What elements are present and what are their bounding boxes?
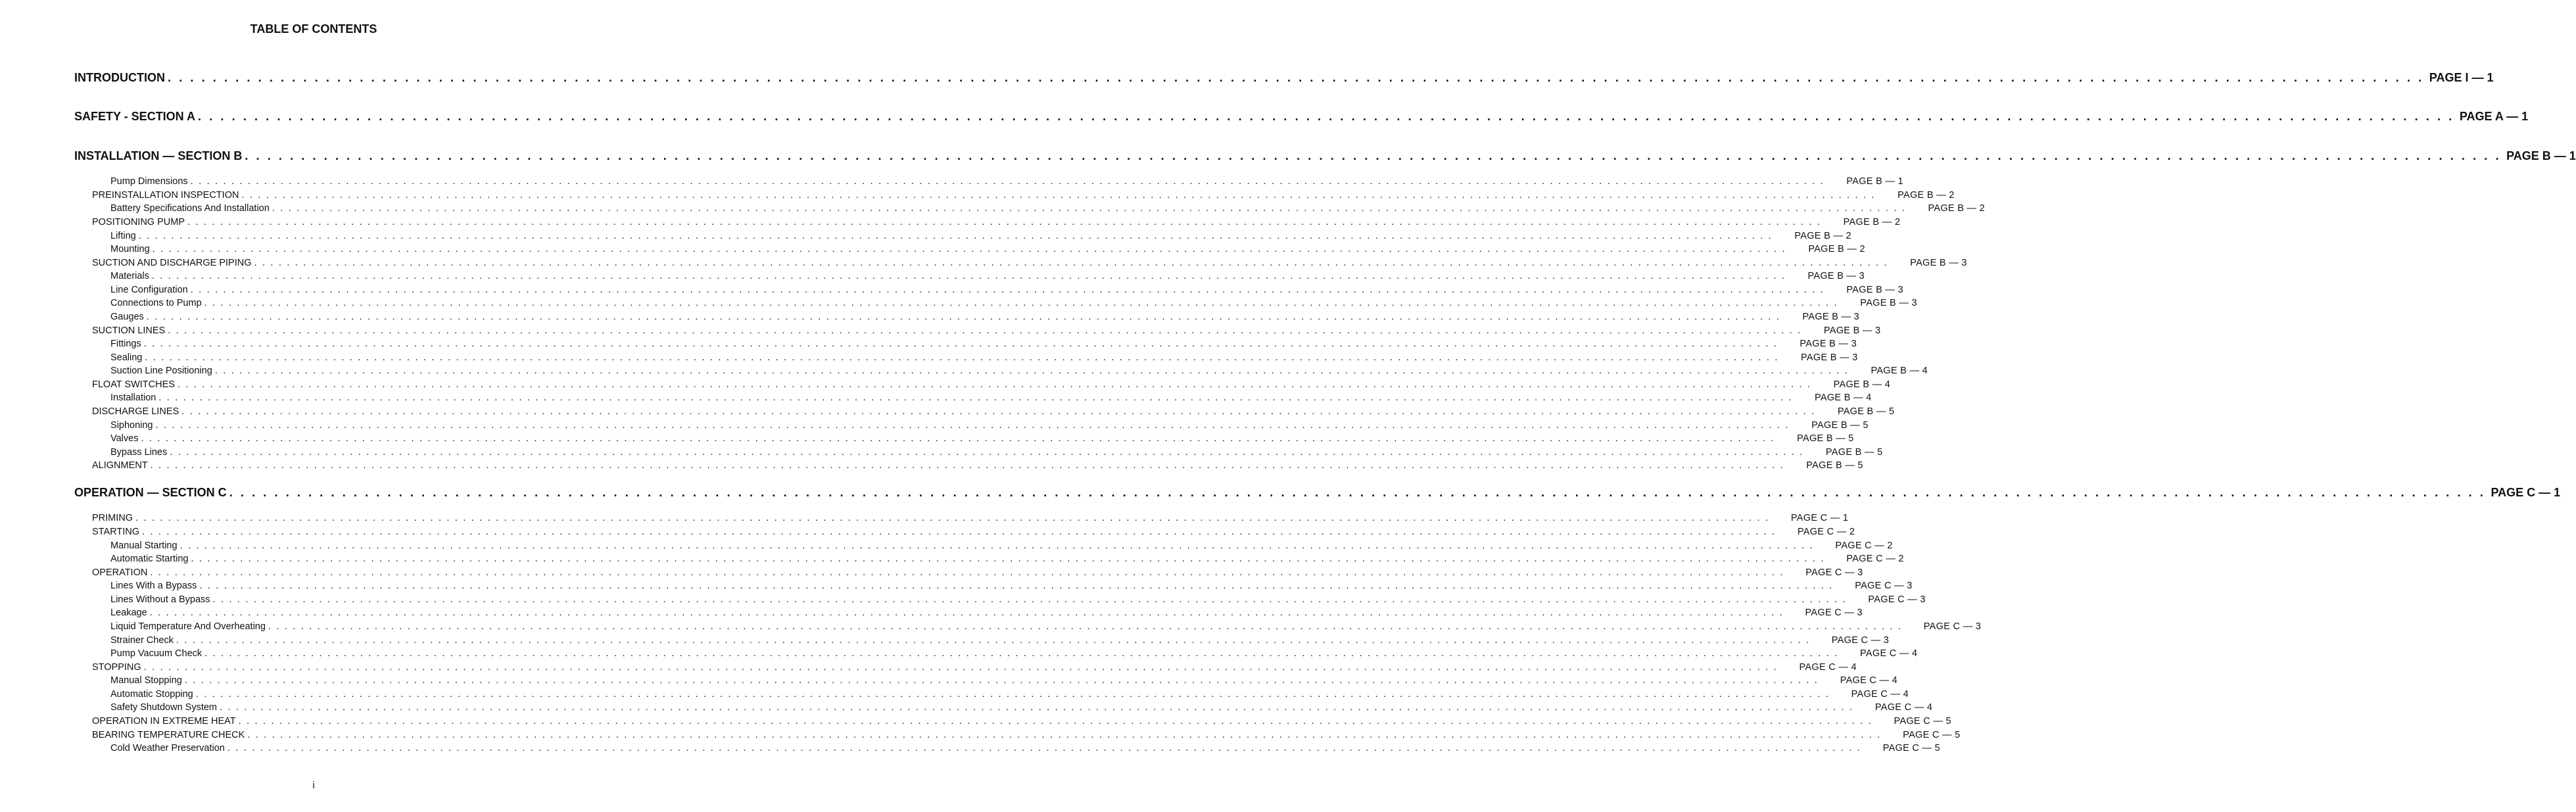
- dot-leader: . . . . . . . . . . . . . . . . . . . . . . . . . . . . . . . . . . . . . . . . . . . . . . . . . . . . . . . . . . . . . . . . . . . . . . . . . . . . . . . . . . . . . . . . . . . . . . . . . . . . . . . . . . . . . . . . . . . . . . . . . . . . . . . . . . . . . . . . . . . . . . . . . . . . . . . . . . . . . . . . . . . . . . . . . . . . . . . . . . . . . . . . . . . . . . . . . . . . . . . .: [143, 662, 1778, 673]
- dot-leader: . . . . . . . . . . . . . . . . . . . . . . . . . . . . . . . . . . . . . . . . . . . . . . . . . . . . . . . . . . . . . . . . . . . . . . . . . . . . . . . . . . . . . . . . . . . . . . . . . . . . . . . . . . . . . . . . . . . . . . . . . . . . . . . . . . . . . . . . . . . . . . . . . . . . . . . . . . . . . . . . . . . . . . . . . . . . . . . . . . . . . . . . . . . . . . . . . . . . . . . .: [170, 447, 1804, 458]
- toc-entry: [110, 433, 1854, 446]
- toc-entry-page: PAGE C — 2: [1797, 527, 1855, 537]
- toc-entry-label: Pump Vacuum Check: [110, 648, 203, 659]
- toc-entry: [110, 635, 1890, 648]
- toc-section-entry: [74, 110, 2529, 123]
- page-title: TABLE OF CONTENTS: [250, 22, 377, 36]
- dot-leader: . . . . . . . . . . . . . . . . . . . . . . . . . . . . . . . . . . . . . . . . . . . . . . . . . . . . . . . . . . . . . . . . . . . . . . . . . . . . . . . . . . . . . . . . . . . . . . . . . . . . . . . . . . . . . . . . . . . . . . . . . . . . . . . . . . . . . . . . . . . . . . . . . . . . . . . . . . . . . . . . . . . . . . . . . . . . . . . . . . . . . . . . . . . . . . . . . . . . . . . .: [135, 513, 1770, 523]
- dot-leader: . . . . . . . . . . . . . . . . . . . . . . . . . . . . . . . . . . . . . . . . . . . . . . . . . . . . . . . . . . . . . . . . . . . . . . . . . . . . . . . . . . . . . . . . . . . . . . . . . . . . . . . . . . . . . . . . . . . . . . . . . . . . . . . . . . . . . . . . . . . . . . . . . . . . . . . . . . . . . . . . . . . . . . . . . . . . . . . . . . . . . . . . . . . . . . . . . . . . . . . .: [138, 231, 1773, 241]
- dot-leader: . . . . . . . . . . . . . . . . . . . . . . . . . . . . . . . . . . . . . . . . . . . . . . . . . . . . . . . . . . . . . . . . . . . . . . . . . . . . . . . . . . . . . . . . . . . . . . . . . . . . . . . . . . . . . . . . . . . . . . . . . . . . . . . . . . . . . . . . . . . . . . . . . . . . . . . . . . . . . . . . . . . . . . . . . . . . . . . . . . . . . . . . . . . . . . . . . . . . . . . .: [195, 689, 1830, 700]
- toc-entry-page: PAGE C — 5: [1903, 730, 1961, 740]
- dot-leader: . . . . . . . . . . . . . . . . . . . . . . . . . . . . . . . . . . . . . . . . . . . . . . . . . . . . . . . . . . . . . . . . . . . . . . . . . . . . . . . . . . . . . . . . . . . . . . . . . . . . . . . . . . . . . . . . . . . . . . . . . . . . . . . . . . . . . . . . . . . . . . . . . . . . . . . . . . . . . . . . . . . . . . . . . . . . . . . . . . . . . . . . . . . . . . . . . . . . . . . .: [247, 730, 1882, 740]
- toc-entry: [110, 366, 1928, 379]
- toc-entry-page: PAGE C — 3: [1868, 594, 1926, 605]
- toc-entry: [110, 231, 1851, 244]
- toc-entry: [110, 393, 1872, 406]
- toc-entry: [110, 621, 1982, 634]
- toc-entry-label: Line Configuration: [110, 285, 188, 295]
- toc-entry: [110, 244, 1865, 257]
- toc-entry-page: PAGE C — 4: [1840, 675, 1898, 686]
- toc-entry-page: PAGE C — 2: [1835, 540, 1893, 551]
- toc-entry-label: DISCHARGE LINES: [92, 406, 179, 417]
- toc-entry: [110, 648, 1918, 661]
- toc-entry-page: PAGE C — 3: [1923, 621, 1982, 632]
- toc-entry-label: Siphoning: [110, 420, 153, 431]
- toc-entry-label: Gauges: [110, 312, 144, 322]
- dot-leader: . . . . . . . . . . . . . . . . . . . . . . . . . . . . . . . . . . . . . . . . . . . . . . . . . . . . . . . . . . . . . . . . . . . . . . . . . . . . . . . . . . . . . . . . . . . . . . . . . . . . . . . . . . . . . . . . . . . . . . . . . . . . . . . . . . . . . . . . . . . . . . . . . . . . . . . . . . . . . . . . . . . . . . . . . . . . . . . . . . . . . . . . . . . . . . . . . . . . . . . .: [238, 716, 1872, 727]
- toc-entry-page: PAGE B — 1: [2506, 149, 2576, 162]
- toc-entry-page: PAGE B — 2: [1794, 231, 1851, 241]
- toc-entry: [110, 689, 1909, 702]
- toc-entry: [92, 513, 1849, 526]
- toc-entry: [92, 730, 1961, 743]
- toc-entry-page: PAGE C — 3: [1805, 567, 1863, 578]
- dot-leader: . . . . . . . . . . . . . . . . . . . . . . . . . . . . . . . . . . . . . . . . . . . . . . . . . . . . . . . . . . . . . . . . . . . . . . . . . . . . . . . . . . . . . . . . . . . . . . . . . . . . . . . . . . . . . . . . . . . . . . . . . . . . . . . . . . . . . . . . . . . . . . . . . . . . . . . . . . . . . . . . . . . . . . . . . . . . . . . . . . . . . . . . . . . . . . . . . . . . . . . .: [155, 420, 1790, 431]
- toc-entry-label: Strainer Check: [110, 635, 174, 646]
- toc-entry-label: Automatic Starting: [110, 554, 189, 564]
- dot-leader: . . . . . . . . . . . . . . . . . . . . . . . . . . . . . . . . . . . . . . . . . . . . . . . . . . . . . . . . . . . . . . . . . . . . . . . . . . . . . . . . . . . . . . . . . . . . . . . . . . . . . . . . . . . . . . . . . . . . . . . . . . . . . . . . . . . . . . . . . . . . . . . . . . . . . . . . . . . . . . . . . . . . . . . . . . . . . . . . . . . . . . . . . . . . . . . . . . . . . . . .: [179, 540, 1814, 551]
- toc-entry-page: PAGE C — 3: [1831, 635, 1890, 646]
- toc-entry-label: Battery Specifications And Installation: [110, 203, 270, 214]
- toc-entry-page: PAGE B — 3: [1801, 352, 1858, 363]
- toc-section-entry: [74, 71, 2494, 84]
- toc-entry-page: PAGE B — 4: [1833, 379, 1891, 390]
- toc-entry-label: INSTALLATION — SECTION B: [74, 149, 243, 162]
- toc-entry: [92, 716, 1951, 729]
- dot-leader: . . . . . . . . . . . . . . . . . . . . . . . . . . . . . . . . . . . . . . . . . . . . . . . . . . . . . . . . . . . . . . . . . . . . . . . . . . . . . . . . . . . . . . . . . . . . . . . . . . . . . . . . . . . . . . . . . . . . . . . . . . . . . . . . . . . . . . . . . . . . . . . . . . . . . . . . . . . . . . . . . . . . . . . . . . . . . . . . . . . . . . . . . . . . . . . . . . . . . . . .: [199, 581, 1834, 591]
- dot-leader: . . . . . . . . . . . . . . . . . . . . . . . . . . . . . . . . . . . . . . . . . . . . . . . . . . . . . . . . . . . . . . . . . . . . . . . . . . . . . . . . . . . . . . . . . . . . . . . . . . . . . . . . . . . . . . . . . . . . . . . . . . . . . . . . . . . . . . . . . . . . . . . . . . . . . . . . . . . . . . . . . . . . . . . . . . . . . . . . . . . . . . . . . . . . . . . . . . . . . . . .: [168, 325, 1802, 336]
- dot-leader: . . . . . . . . . . . . . . . . . . . . . . . . . . . . . . . . . . . . . . . . . . . . . . . . . . . . . . . . . . . . . . . . . . . . . . . . . . . . . . . . . . . . . . . . . . . . . . . . . . . . . . . . . . . . . . . . . . . . . . . . . . . . . . . . . . . . . . . . . . . . . . . . . . . . . . . . . . . . . . . . . . . . . . . . . . . . . . . . . . . . . . . . . . . . . . . . . . . . . . . .: [204, 648, 1839, 659]
- toc-entry: [92, 325, 1881, 339]
- toc-entry-page: PAGE I — 1: [2429, 71, 2494, 84]
- toc-entry-label: OPERATION — SECTION C: [74, 486, 227, 499]
- toc-entry-label: INTRODUCTION: [74, 71, 165, 84]
- dot-leader: . . . . . . . . . . . . . . . . . . . . . . . . . . . . . . . . . . . . . . . . . . . . . . . . . . . . . . . . . . . . . . . . . . . . . . . . . . . . . . . . . . . . . . . . . . . . . . . . . . . . . . . . . . . . . . . . . . . . . . . . . . . . . . . . . . . . . . . . . . . . . . . . . . . . . . . . . . . . . . . . . . . . . . . . . . . . . . . . . . . . . . . . . . . . . . . . . . . . . . . .: [146, 312, 1780, 322]
- toc-entry-label: Installation: [110, 393, 156, 403]
- toc-entry-label: Cold Weather Preservation: [110, 743, 225, 753]
- toc-entry-page: PAGE B — 2: [1808, 244, 1865, 254]
- toc-entry-label: Materials: [110, 271, 149, 281]
- dot-leader: . . . . . . . . . . . . . . . . . . . . . . . . . . . . . . . . . . . . . . . . . . . . . . . . . . . . . . . . . . . . . . . . . . . . . . . . . . . . . . . . . . . . . . . . . . . . . . . . . . . . . . . . . . . . . . . . . . . . . . . . . . . . . . . . . . . . . . . . . . . . . . . . . . . . . . . . . . . . . . . . . . . . . . . . . . . . . . . . . . . . . . . . . . . . . . . . . . . . . . . .: [150, 567, 1784, 578]
- toc-entry-page: PAGE C — 5: [1882, 743, 1941, 753]
- toc-entry: [110, 702, 1933, 715]
- dot-leader: . . . . . . . . . . . . . . . . . . . . . . . . . . . . . . . . . . . . . . . . . . . . . . . . . . . . . . . . . . . . . . . . . . . . . . . . . . . . . . . . . . . . . . . . . . . . . . . . . . . . . . . . . . . . . . . . . . . . . . . . . . . . . . . . . . . . . . . . . . . . . . . . . . . . . . . . . . . . . . . . . . . . . . . . . . . . . . . . . . . . . . . . . . . . . . . . . . . . . . . .: [152, 244, 1786, 254]
- toc-entry-label: PREINSTALLATION INSPECTION: [92, 190, 239, 201]
- dot-leader: . . . . . . . . . . . . . . . . . . . . . . . . . . . . . . . . . . . . . . . . . . . . . . . . . . . . . . . . . . . . . . . . . . . . . . . . . . . . . . . . . . . . . . . . . . . . . . . . . . . . . . . . . . . . . . . . . . . . . . . . . . . . . . . . . . . . . . . . . . . . . . . . . . . . . . . . . . . . . . . . . . . . . . . . . . . . . . . . . . . . . . . . . . . . . . . . . . . . . . . .: [181, 406, 1816, 417]
- dot-leader: . . . . . . . . . . . . . . . . . . . . . . . . . . . . . . . . . . . . . . . . . . . . . . . . . . . . . . . . . . . . . . . . . . . . . . . . . . . . . . . . . . . . . . . . . . . . . . . . . . . . . . . . . . . . . . . . . . . . . . . . . . . . . . . . . . . . . . . . . . . . . . . . . . . . . . . . . . . . . . . . . . . . . . . . . . . . . . . . . . . . . . . . . . . . . . . . . . . . . . . .: [245, 149, 2502, 162]
- toc-entry: [92, 190, 1955, 203]
- toc-entry-label: Lifting: [110, 231, 136, 241]
- toc-entry: [110, 675, 1898, 688]
- toc-entry: [92, 258, 1967, 271]
- dot-leader: . . . . . . . . . . . . . . . . . . . . . . . . . . . . . . . . . . . . . . . . . . . . . . . . . . . . . . . . . . . . . . . . . . . . . . . . . . . . . . . . . . . . . . . . . . . . . . . . . . . . . . . . . . . . . . . . . . . . . . . . . . . . . . . . . . . . . . . . . . . . . . . . . . . . . . . . . . . . . . . . . . . . . . . . . . . . . . . . . . . . . . . . . . . . . . . . . . . . . . . .: [272, 203, 1907, 214]
- toc-entry-label: SUCTION AND DISCHARGE PIPING: [92, 258, 252, 268]
- toc-entry-label: Pump Dimensions: [110, 176, 188, 187]
- toc-entry-label: Safety Shutdown System: [110, 702, 217, 713]
- toc-entry-page: PAGE C — 4: [1799, 662, 1857, 673]
- dot-leader: . . . . . . . . . . . . . . . . . . . . . . . . . . . . . . . . . . . . . . . . . . . . . . . . . . . . . . . . . . . . . . . . . . . . . . . . . . . . . . . . . . . . . . . . . . . . . . . . . . . . . . . . . . . . . . . . . . . . . . . . . . . . . . . . . . . . . . . . . . . . . . . . . . . . . . . . . . . . . . . . . . . . . . . . . . . . . . . . . . . . . . . . . . . . . . . . . . . . . . . .: [190, 176, 1825, 187]
- toc-entry: [110, 554, 1904, 567]
- toc-entry-page: PAGE C — 1: [2491, 486, 2561, 499]
- toc-entry-label: Liquid Temperature And Overheating: [110, 621, 266, 632]
- toc-entry: [110, 285, 1903, 298]
- toc-entry: [110, 743, 1941, 756]
- page-number: i: [312, 780, 315, 791]
- dot-leader: . . . . . . . . . . . . . . . . . . . . . . . . . . . . . . . . . . . . . . . . . . . . . . . . . . . . . . . . . . . . . . . . . . . . . . . . . . . . . . . . . . . . . . . . . . . . . . . . . . . . . . . . . . . . . . . . . . . . . . . . . . . . . . . . . . . . . . . . . . . . . . . . . . . . . . . . . . . . . . . . . . . . . . . . . . . . . . . . . . . . . . . . . . . . . . . . . . . . . . . .: [198, 110, 2454, 123]
- toc-entry-label: Sealing: [110, 352, 143, 363]
- toc-entry-label: Valves: [110, 433, 139, 444]
- dot-leader: . . . . . . . . . . . . . . . . . . . . . . . . . . . . . . . . . . . . . . . . . . . . . . . . . . . . . . . . . . . . . . . . . . . . . . . . . . . . . . . . . . . . . . . . . . . . . . . . . . . . . . . . . . . . . . . . . . . . . . . . . . . . . . . . . . . . . . . . . . . . . . . . . . . . . . . . . . . . . . . . . . . . . . . . . . . . . . . . . . . . . . . . . . . . . . . . . . . . . . . .: [220, 702, 1854, 713]
- toc-entry-label: SAFETY - SECTION A: [74, 110, 196, 123]
- dot-leader: . . . . . . . . . . . . . . . . . . . . . . . . . . . . . . . . . . . . . . . . . . . . . . . . . . . . . . . . . . . . . . . . . . . . . . . . . . . . . . . . . . . . . . . . . . . . . . . . . . . . . . . . . . . . . . . . . . . . . . . . . . . . . . . . . . . . . . . . . . . . . . . . . . . . . . . . . . . . . . . . . . . . . . . . . . . . . . . . . . . . . . . . . . . . . . . . . . . . . . . .: [143, 339, 1778, 349]
- dot-leader: . . . . . . . . . . . . . . . . . . . . . . . . . . . . . . . . . . . . . . . . . . . . . . . . . . . . . . . . . . . . . . . . . . . . . . . . . . . . . . . . . . . . . . . . . . . . . . . . . . . . . . . . . . . . . . . . . . . . . . . . . . . . . . . . . . . . . . . . . . . . . . . . . . . . . . . . . . . . . . . . . . . . . . . . . . . . . . . . . . . . . . . . . . . . . . . . . . . . . . . .: [151, 271, 1786, 281]
- dot-leader: . . . . . . . . . . . . . . . . . . . . . . . . . . . . . . . . . . . . . . . . . . . . . . . . . . . . . . . . . . . . . . . . . . . . . . . . . . . . . . . . . . . . . . . . . . . . . . . . . . . . . . . . . . . . . . . . . . . . . . . . . . . . . . . . . . . . . . . . . . . . . . . . . . . . . . . . . . . . . . . . . . . . . . . . . . . . . . . . . . . . . . . . . . . . . . . . . . . . . . . .: [145, 352, 1779, 363]
- toc-entry-page: PAGE B — 5: [1811, 420, 1869, 431]
- toc-entry-label: Automatic Stopping: [110, 689, 193, 700]
- toc-entry-label: SUCTION LINES: [92, 325, 166, 336]
- toc-entry: [110, 352, 1858, 366]
- toc-entry-label: Mounting: [110, 244, 150, 254]
- dot-leader: . . . . . . . . . . . . . . . . . . . . . . . . . . . . . . . . . . . . . . . . . . . . . . . . . . . . . . . . . . . . . . . . . . . . . . . . . . . . . . . . . . . . . . . . . . . . . . . . . . . . . . . . . . . . . . . . . . . . . . . . . . . . . . . . . . . . . . . . . . . . . . . . . . . . . . . . . . . . . . . . . . . . . . . . . . . . . . . . . . . . . . . . . . . . . . . . . . . . . . . .: [268, 621, 1903, 632]
- dot-leader: . . . . . . . . . . . . . . . . . . . . . . . . . . . . . . . . . . . . . . . . . . . . . . . . . . . . . . . . . . . . . . . . . . . . . . . . . . . . . . . . . . . . . . . . . . . . . . . . . . . . . . . . . . . . . . . . . . . . . . . . . . . . . . . . . . . . . . . . . . . . . . . . . . . . . . . . . . . . . . . . . . . . . . . . . . . . . . . . . . . . . . . . . . . . . . . . . . . . . . . .: [158, 393, 1793, 403]
- toc-entry-label: Manual Stopping: [110, 675, 182, 686]
- toc-entry-page: PAGE B — 5: [1825, 447, 1883, 458]
- toc-entry-label: BEARING TEMPERATURE CHECK: [92, 730, 245, 740]
- toc-entry-label: Suction Line Positioning: [110, 366, 212, 376]
- toc-entry-page: PAGE C — 3: [1805, 608, 1863, 618]
- toc-entry-label: OPERATION IN EXTREME HEAT: [92, 716, 236, 727]
- toc-entry-page: PAGE B — 2: [1843, 217, 1901, 227]
- toc-entry-page: PAGE C — 4: [1851, 689, 1909, 700]
- toc-entry-label: ALIGNMENT: [92, 460, 148, 471]
- toc-entry-page: PAGE B — 3: [1910, 258, 1967, 268]
- dot-leader: . . . . . . . . . . . . . . . . . . . . . . . . . . . . . . . . . . . . . . . . . . . . . . . . . . . . . . . . . . . . . . . . . . . . . . . . . . . . . . . . . . . . . . . . . . . . . . . . . . . . . . . . . . . . . . . . . . . . . . . . . . . . . . . . . . . . . . . . . . . . . . . . . . . . . . . . . . . . . . . . . . . . . . . . . . . . . . . . . . . . . . . . . . . . . . . . . . . . . . . .: [204, 298, 1838, 308]
- toc-entry-page: PAGE B — 2: [1897, 190, 1955, 201]
- dot-leader: . . . . . . . . . . . . . . . . . . . . . . . . . . . . . . . . . . . . . . . . . . . . . . . . . . . . . . . . . . . . . . . . . . . . . . . . . . . . . . . . . . . . . . . . . . . . . . . . . . . . . . . . . . . . . . . . . . . . . . . . . . . . . . . . . . . . . . . . . . . . . . . . . . . . . . . . . . . . . . . . . . . . . . . . . . . . . . . . . . . . . . . . . . . . . . . . . . . . . . . .: [150, 460, 1784, 471]
- dot-leader: . . . . . . . . . . . . . . . . . . . . . . . . . . . . . . . . . . . . . . . . . . . . . . . . . . . . . . . . . . . . . . . . . . . . . . . . . . . . . . . . . . . . . . . . . . . . . . . . . . . . . . . . . . . . . . . . . . . . . . . . . . . . . . . . . . . . . . . . . . . . . . . . . . . . . . . . . . . . . . . . . . . . . . . . . . . . . . . . . . . . . . . . . . . . . . . . . . . . . . . .: [177, 379, 1812, 390]
- toc-entry: [92, 527, 1855, 540]
- toc-entry-page: PAGE C — 4: [1874, 702, 1933, 713]
- toc-entry-label: FLOAT SWITCHES: [92, 379, 175, 390]
- dot-leader: . . . . . . . . . . . . . . . . . . . . . . . . . . . . . . . . . . . . . . . . . . . . . . . . . . . . . . . . . . . . . . . . . . . . . . . . . . . . . . . . . . . . . . . . . . . . . . . . . . . . . . . . . . . . . . . . . . . . . . . . . . . . . . . . . . . . . . . . . . . . . . . . . . . . . . . . . . . . . . . . . . . . . . . . . . . . . . . . . . . . . . . . . . . . . . . . . . . . . . . .: [191, 554, 1825, 564]
- toc-entry-page: PAGE B — 5: [1837, 406, 1895, 417]
- toc-entry: [110, 581, 1913, 594]
- toc-entry-label: PRIMING: [92, 513, 133, 523]
- toc-entry-page: PAGE B — 3: [1846, 285, 1903, 295]
- toc-entry: [110, 608, 1863, 621]
- toc-entry: [92, 460, 1863, 473]
- toc-entry-page: PAGE B — 4: [1871, 366, 1928, 376]
- toc-entry: [110, 176, 1903, 189]
- toc-entry-label: Fittings: [110, 339, 141, 349]
- toc-entry-label: Manual Starting: [110, 540, 178, 551]
- toc-entry-label: STOPPING: [92, 662, 141, 673]
- toc-entry-page: PAGE B — 3: [1807, 271, 1865, 281]
- toc-section-entry: [74, 486, 2561, 499]
- toc-entry-page: PAGE C — 5: [1894, 716, 1951, 727]
- toc-entry-page: PAGE B — 5: [1797, 433, 1854, 444]
- toc-entry-label: Leakage: [110, 608, 147, 618]
- toc-entry-page: PAGE B — 3: [1860, 298, 1917, 308]
- toc-entry-page: PAGE C — 2: [1846, 554, 1904, 564]
- dot-leader: . . . . . . . . . . . . . . . . . . . . . . . . . . . . . . . . . . . . . . . . . . . . . . . . . . . . . . . . . . . . . . . . . . . . . . . . . . . . . . . . . . . . . . . . . . . . . . . . . . . . . . . . . . . . . . . . . . . . . . . . . . . . . . . . . . . . . . . . . . . . . . . . . . . . . . . . . . . . . . . . . . . . . . . . . . . . . . . . . . . . . . . . . . . . . . . . . . . . . . . .: [184, 675, 1819, 686]
- toc-entry-page: PAGE B — 3: [1802, 312, 1859, 322]
- toc-entry-page: PAGE C — 1: [1790, 513, 1849, 523]
- dot-leader: . . . . . . . . . . . . . . . . . . . . . . . . . . . . . . . . . . . . . . . . . . . . . . . . . . . . . . . . . . . . . . . . . . . . . . . . . . . . . . . . . . . . . . . . . . . . . . . . . . . . . . . . . . . . . . . . . . . . . . . . . . . . . . . . . . . . . . . . . . . . . . . . . . . . . . . . . . . . . . . . . . . . . . . . . . . . . . . . . . . . . . . . . . . . . . . . . . . . . . . .: [149, 608, 1784, 618]
- toc-entry-page: PAGE B — 1: [1846, 176, 1903, 187]
- toc-entry-label: OPERATION: [92, 567, 148, 578]
- dot-leader: . . . . . . . . . . . . . . . . . . . . . . . . . . . . . . . . . . . . . . . . . . . . . . . . . . . . . . . . . . . . . . . . . . . . . . . . . . . . . . . . . . . . . . . . . . . . . . . . . . . . . . . . . . . . . . . . . . . . . . . . . . . . . . . . . . . . . . . . . . . . . . . . . . . . . . . . . . . . . . . . . . . . . . . . . . . . . . . . . . . . . . . . . . . . . . . . . . . . . . . .: [212, 594, 1847, 605]
- toc-entry: [110, 447, 1883, 460]
- toc-entry-page: PAGE B — 3: [1823, 325, 1881, 336]
- toc-entry: [110, 594, 1926, 608]
- toc-section-entry: [74, 149, 2576, 162]
- dot-leader: . . . . . . . . . . . . . . . . . . . . . . . . . . . . . . . . . . . . . . . . . . . . . . . . . . . . . . . . . . . . . . . . . . . . . . . . . . . . . . . . . . . . . . . . . . . . . . . . . . . . . . . . . . . . . . . . . . . . . . . . . . . . . . . . . . . . . . . . . . . . . . . . . . . . . . . . . . . . . . . . . . . . . . . . . . . . . . . . . . . . . . . . . . . . . . . . . . . . . . . .: [141, 527, 1777, 537]
- dot-leader: . . . . . . . . . . . . . . . . . . . . . . . . . . . . . . . . . . . . . . . . . . . . . . . . . . . . . . . . . . . . . . . . . . . . . . . . . . . . . . . . . . . . . . . . . . . . . . . . . . . . . . . . . . . . . . . . . . . . . . . . . . . . . . . . . . . . . . . . . . . . . . . . . . . . . . . . . . . . . . . . . . . . . . . . . . . . . . . . . . . . . . . . . . . . . . . . . . . . . . . .: [214, 366, 1849, 376]
- toc-entry-page: PAGE B — 2: [1928, 203, 1986, 214]
- toc-entry-label: Lines With a Bypass: [110, 581, 197, 591]
- toc-entry: [110, 312, 1859, 325]
- toc-entry: [110, 339, 1857, 352]
- toc-entry: [110, 420, 1869, 433]
- toc-entry-label: POSITIONING PUMP: [92, 217, 185, 227]
- toc-entry-label: Connections to Pump: [110, 298, 202, 308]
- toc-entry: [92, 406, 1895, 419]
- toc-entry: [92, 567, 1863, 581]
- toc-entry-page: PAGE C — 3: [1855, 581, 1913, 591]
- toc-entry-label: Bypass Lines: [110, 447, 168, 458]
- dot-leader: . . . . . . . . . . . . . . . . . . . . . . . . . . . . . . . . . . . . . . . . . . . . . . . . . . . . . . . . . . . . . . . . . . . . . . . . . . . . . . . . . . . . . . . . . . . . . . . . . . . . . . . . . . . . . . . . . . . . . . . . . . . . . . . . . . . . . . . . . . . . . . . . . . . . . . . . . . . . . . . . . . . . . . . . . . . . . . . . . . . . . . . . . . . . . . . . . . . . . . . .: [187, 217, 1822, 227]
- dot-leader: . . . . . . . . . . . . . . . . . . . . . . . . . . . . . . . . . . . . . . . . . . . . . . . . . . . . . . . . . . . . . . . . . . . . . . . . . . . . . . . . . . . . . . . . . . . . . . . . . . . . . . . . . . . . . . . . . . . . . . . . . . . . . . . . . . . . . . . . . . . . . . . . . . . . . . . . . . . . . . . . . . . . . . . . . . . . . . . . . . . . . . . . . . . . . . . . . . . . . . . .: [190, 285, 1825, 295]
- toc-entry: [110, 271, 1865, 284]
- toc-entry: [92, 217, 1901, 230]
- toc-entry-label: STARTING: [92, 527, 139, 537]
- dot-leader: . . . . . . . . . . . . . . . . . . . . . . . . . . . . . . . . . . . . . . . . . . . . . . . . . . . . . . . . . . . . . . . . . . . . . . . . . . . . . . . . . . . . . . . . . . . . . . . . . . . . . . . . . . . . . . . . . . . . . . . . . . . . . . . . . . . . . . . . . . . . . . . . . . . . . . . . . . . . . . . . . . . . . . . . . . . . . . . . . . . . . . . . . . . . . . . . . . . . . . . .: [241, 190, 1876, 201]
- toc-entry-page: PAGE C — 4: [1860, 648, 1918, 659]
- toc-entry-page: PAGE A — 1: [2459, 110, 2529, 123]
- toc-entry: [110, 203, 1986, 216]
- toc-entry: [92, 662, 1857, 675]
- dot-leader: . . . . . . . . . . . . . . . . . . . . . . . . . . . . . . . . . . . . . . . . . . . . . . . . . . . . . . . . . . . . . . . . . . . . . . . . . . . . . . . . . . . . . . . . . . . . . . . . . . . . . . . . . . . . . . . . . . . . . . . . . . . . . . . . . . . . . . . . . . . . . . . . . . . . . . . . . . . . . . . . . . . . . . . . . . . . . . . . . . . . . . . . . . . . . . . . . . . . . . . .: [176, 635, 1811, 646]
- toc-entry-page: PAGE B — 4: [1814, 393, 1872, 403]
- toc-entry: [92, 379, 1891, 393]
- toc-entry: [110, 540, 1893, 554]
- toc-entry-page: PAGE B — 5: [1806, 460, 1863, 471]
- toc-entry-page: PAGE B — 3: [1800, 339, 1857, 349]
- dot-leader: . . . . . . . . . . . . . . . . . . . . . . . . . . . . . . . . . . . . . . . . . . . . . . . . . . . . . . . . . . . . . . . . . . . . . . . . . . . . . . . . . . . . . . . . . . . . . . . . . . . . . . . . . . . . . . . . . . . . . . . . . . . . . . . . . . . . . . . . . . . . . . . . . . . . . . . . . . . . . . . . . . . . . . . . . . . . . . . . . . . . . . . . . . . . . . . . . . . . . . . .: [141, 433, 1775, 444]
- toc-entry: [110, 298, 1917, 311]
- dot-leader: . . . . . . . . . . . . . . . . . . . . . . . . . . . . . . . . . . . . . . . . . . . . . . . . . . . . . . . . . . . . . . . . . . . . . . . . . . . . . . . . . . . . . . . . . . . . . . . . . . . . . . . . . . . . . . . . . . . . . . . . . . . . . . . . . . . . . . . . . . . . . . . . . . . . . . . . . . . . . . . . . . . . . . . . . . . . . . . . . . . . . . . . . . . . . . . . . . . . . . . .: [254, 258, 1888, 268]
- toc-entry-label: Lines Without a Bypass: [110, 594, 210, 605]
- dot-leader: . . . . . . . . . . . . . . . . . . . . . . . . . . . . . . . . . . . . . . . . . . . . . . . . . . . . . . . . . . . . . . . . . . . . . . . . . . . . . . . . . . . . . . . . . . . . . . . . . . . . . . . . . . . . . . . . . . . . . . . . . . . . . . . . . . . . . . . . . . . . . . . . . . . . . . . . . . . . . . . . . . . . . . . . . . . . . . . . . . . . . . . . . . . . . . . . . . . . . . . .: [168, 71, 2424, 84]
- dot-leader: . . . . . . . . . . . . . . . . . . . . . . . . . . . . . . . . . . . . . . . . . . . . . . . . . . . . . . . . . . . . . . . . . . . . . . . . . . . . . . . . . . . . . . . . . . . . . . . . . . . . . . . . . . . . . . . . . . . . . . . . . . . . . . . . . . . . . . . . . . . . . . . . . . . . . . . . . . . . . . . . . . . . . . . . . . . . . . . . . . . . . . . . . . . . . . . . . . . . . . . .: [227, 743, 1862, 753]
- dot-leader: . . . . . . . . . . . . . . . . . . . . . . . . . . . . . . . . . . . . . . . . . . . . . . . . . . . . . . . . . . . . . . . . . . . . . . . . . . . . . . . . . . . . . . . . . . . . . . . . . . . . . . . . . . . . . . . . . . . . . . . . . . . . . . . . . . . . . . . . . . . . . . . . . . . . . . . . . . . . . . . . . . . . . . . . . . . . . . . . . . . . . . . . . . . . . . . . . . . . . . . .: [229, 486, 2486, 499]
